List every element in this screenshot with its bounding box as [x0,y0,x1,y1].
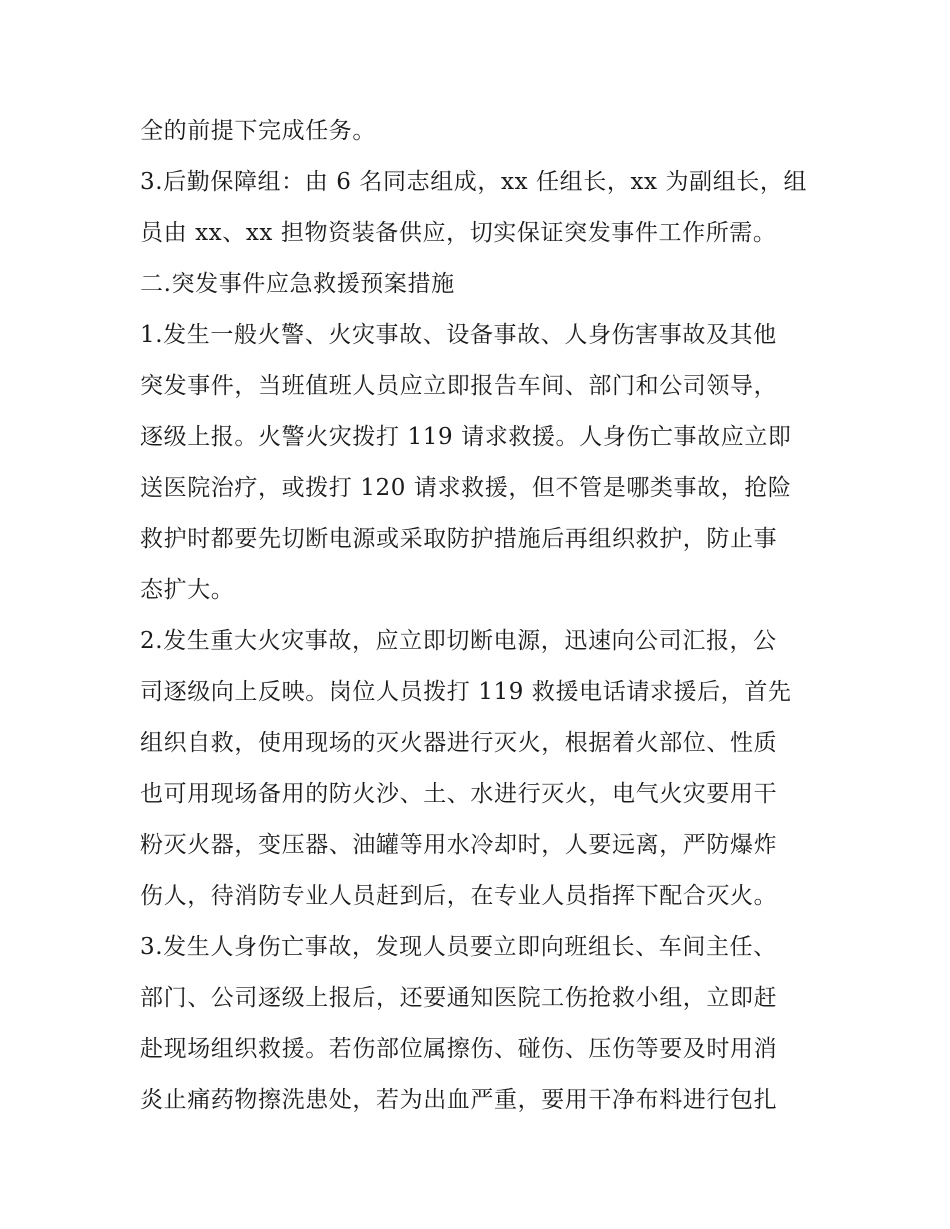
text-line: 态扩大。 [140,577,235,603]
text-line: 突发事件，当班值班人员应立即报告车间、部门和公司领导， [140,373,778,399]
text-line: 赴现场组织救援。若伤部位属擦伤、碰伤、压伤等要及时用消 [140,1036,778,1062]
text-line: 送医院治疗，或拨打 120 请求救援，但不管是哪类事故，抢险 [140,475,792,501]
text-line: 逐级上报。火警火灾拨打 119 请求救援。人身伤亡事故应立即 [140,424,792,450]
text-line: 伤人，待消防专业人员赶到后，在专业人员指挥下配合灭火。 [140,883,778,909]
text-line: 3.后勤保障组：由 6 名同志组成，xx 任组长，xx 为副组长，组 [140,169,808,195]
text-line: 全的前提下完成任务。 [140,118,376,144]
document-body [140,106,820,1126]
text-line: 员由 xx、xx 担物资装备供应，切实保证突发事件工作所需。 [140,220,777,246]
section-heading: 二.突发事件应急救援预案措施 [140,271,455,297]
text-line: 救护时都要先切断电源或采取防护措施后再组织救护，防止事 [140,526,778,552]
text-line: 粉灭火器，变压器、油罐等用水冷却时，人要远离，严防爆炸 [140,832,778,858]
text-line: 2.发生重大火灾事故，应立即切断电源，迅速向公司汇报，公 [140,628,777,654]
text-line: 炎止痛药物擦洗患处，若为出血严重，要用干净布料进行包扎 [140,1087,778,1113]
text-line: 1.发生一般火警、火灾事故、设备事故、人身伤害事故及其他 [140,322,777,348]
text-line: 组织自救，使用现场的灭火器进行灭火，根据着火部位、性质 [140,730,778,756]
text-line: 司逐级向上反映。岗位人员拨打 119 救援电话请求援后，首先 [140,679,792,705]
text-line: 部门、公司逐级上报后，还要通知医院工伤抢救小组，立即赶 [140,985,778,1011]
text-line: 3.发生人身伤亡事故，发现人员要立即向班组长、车间主任、 [140,934,777,960]
text-line: 也可用现场备用的防火沙、土、水进行灭火，电气火灾要用干 [140,781,778,807]
